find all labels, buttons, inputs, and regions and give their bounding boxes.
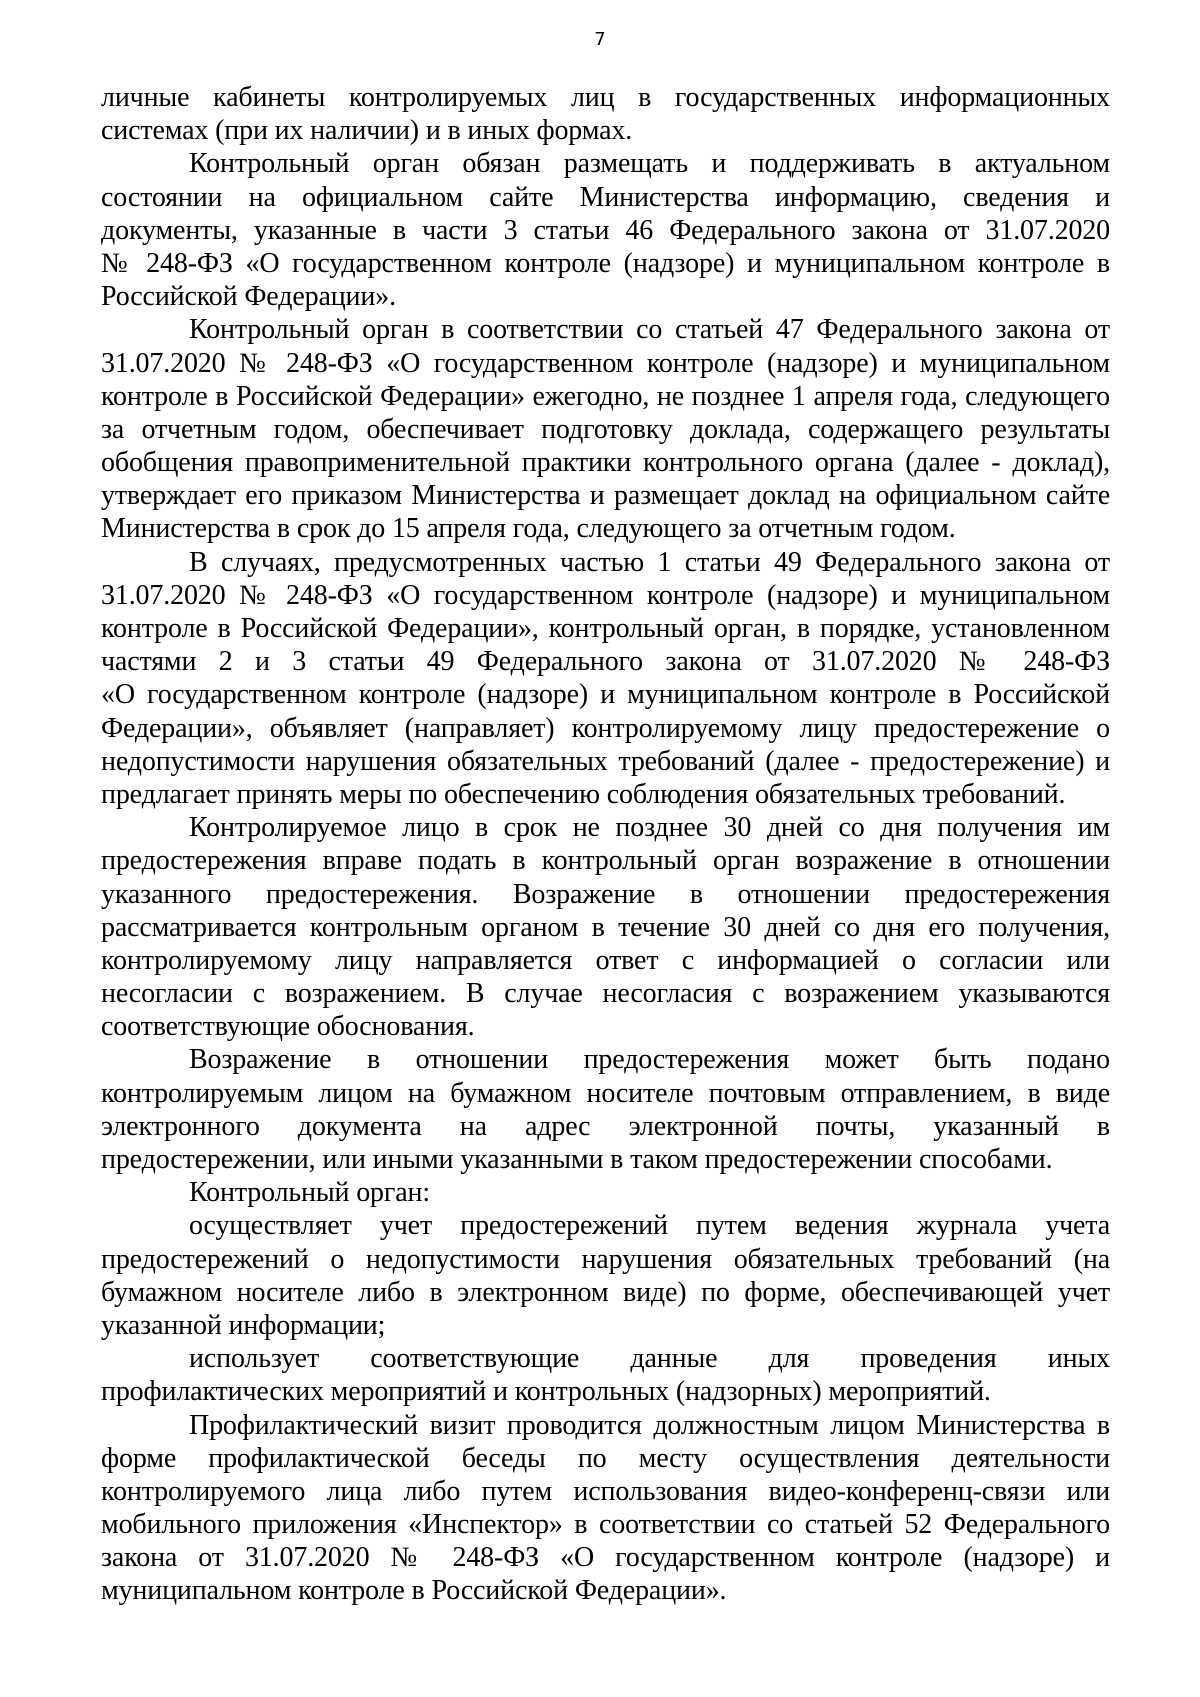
text-line: предостережения вправе подать в контрольный орган возражение в отношении	[101, 845, 1110, 877]
text-line: Министерства в срок до 15 апреля года, следующего за отчетным годом.	[101, 513, 956, 545]
paragraph	[101, 1209, 1110, 1342]
text-line: указанного предостережения. Возражение в отношении предостережения	[101, 878, 1110, 910]
text-line: Федерации», объявляет (направляет) контролируемому лицу предостережение о	[101, 712, 1110, 744]
text-line: электронного документа на адрес электронной почты, указанный в	[101, 1110, 1110, 1142]
text-line: № 248-ФЗ «О государственном контроле (надзоре) и муниципальном контроле в	[101, 247, 1110, 279]
paragraph	[101, 1342, 1110, 1408]
paragraph	[101, 313, 1110, 545]
page-number: 7	[594, 29, 606, 50]
paragraph	[101, 147, 1110, 313]
text-line: Контролируемое лицо в срок не позднее 30 дней со дня получения им	[189, 812, 1110, 844]
text-line: предлагает принять меры по обеспечению соблюдения обязательных требований.	[101, 778, 1066, 810]
text-line: мобильного приложения «Инспектор» в соответствии со статьей 52 Федерального	[101, 1509, 1110, 1541]
text-line: форме профилактической беседы по месту осуществления деятельности	[101, 1442, 1110, 1474]
text-line: контролируемому лицу направляется ответ с информацией о согласии или	[101, 944, 1110, 976]
text-line: личные кабинеты контролируемых лиц в государственных информационных	[101, 82, 1110, 113]
text-line: муниципальном контроле в Российской Федерации».	[101, 1575, 727, 1607]
text-line: «О государственном контроле (надзоре) и муниципальном контроле в Российской	[101, 679, 1110, 711]
text-line: Возражение в отношении предостережения может быть подано	[189, 1044, 1110, 1076]
text-line: контроле в Российской Федерации» ежегодно, не позднее 1 апреля года, следующего	[101, 380, 1110, 412]
text-line: Профилактический визит проводится должностным лицом Министерства в	[189, 1409, 1110, 1441]
text-line: бумажном носителе либо в электронном виде) по форме, обеспечивающей учет	[101, 1276, 1110, 1308]
text-line: В случаях, предусмотренных частью 1 статьи 49 Федерального закона от	[189, 546, 1110, 578]
paragraph	[101, 1043, 1110, 1176]
paragraph	[101, 81, 1110, 147]
text-line: Контрольный орган обязан размещать и поддерживать в актуальном	[189, 148, 1110, 180]
text-line: Контрольный орган в соответствии со статьей 47 Федерального закона от	[189, 314, 1110, 346]
text-line: профилактических мероприятий и контрольных (надзорных) мероприятий.	[101, 1376, 991, 1408]
text-line: несогласии с возражением. В случае несогласия с возражением указываются	[101, 978, 1110, 1010]
text-line: документы, указанные в части 3 статьи 46 Федерального закона от 31.07.2020	[101, 214, 1110, 246]
text-line: закона от 31.07.2020 № 248-ФЗ «О государственном контроле (надзоре) и	[101, 1542, 1110, 1574]
text-line: состоянии на официальном сайте Министерства информацию, сведения и	[101, 181, 1110, 213]
text-line: указанной информации;	[101, 1309, 386, 1341]
text-line: обобщения правоприменительной практики контрольного органа (далее - доклад),	[101, 447, 1110, 479]
text-line: Контрольный орган:	[189, 1177, 430, 1209]
text-line: соответствующие обоснования.	[101, 1011, 475, 1043]
text-line: предостережений о недопустимости нарушения обязательных требований (на	[101, 1243, 1110, 1275]
paragraph	[101, 546, 1110, 812]
text-line: недопустимости нарушения обязательных требований (далее - предостережение) и	[101, 745, 1110, 777]
paragraph	[101, 1409, 1110, 1608]
text-line: за отчетным годом, обеспечивает подготовку доклада, содержащего результаты	[101, 413, 1110, 445]
text-line: Российской Федерации».	[101, 281, 396, 313]
paragraph	[101, 811, 1110, 1043]
text-line: 31.07.2020 № 248-ФЗ «О государственном контроле (надзоре) и муниципальном	[101, 347, 1110, 379]
paragraph	[101, 1176, 1110, 1209]
text-line: осуществляет учет предостережений путем ведения журнала учета	[189, 1210, 1110, 1242]
text-line: использует соответствующие данные для проведения иных	[189, 1343, 1110, 1375]
text-line: контролируемого лица либо путем использования видео-конференц-связи или	[101, 1475, 1110, 1507]
text-line: 31.07.2020 № 248-ФЗ «О государственном контроле (надзоре) и муниципальном	[101, 579, 1110, 611]
text-line: контроле в Российской Федерации», контрольный орган, в порядке, установленном	[101, 613, 1110, 644]
text-line: системах (при их наличии) и в иных формах.	[101, 115, 633, 147]
document-body	[101, 81, 1110, 1608]
text-line: частями 2 и 3 статьи 49 Федерального закона от 31.07.2020 № 248-ФЗ	[101, 646, 1110, 678]
text-line: контролируемым лицом на бумажном носителе почтовым отправлением, в виде	[101, 1077, 1110, 1109]
text-line: утверждает его приказом Министерства и размещает доклад на официальном сайте	[101, 480, 1110, 512]
text-line: рассматривается контрольным органом в течение 30 дней со дня его получения,	[101, 911, 1110, 943]
text-line: предостережении, или иными указанными в таком предостережении способами.	[101, 1144, 1053, 1175]
